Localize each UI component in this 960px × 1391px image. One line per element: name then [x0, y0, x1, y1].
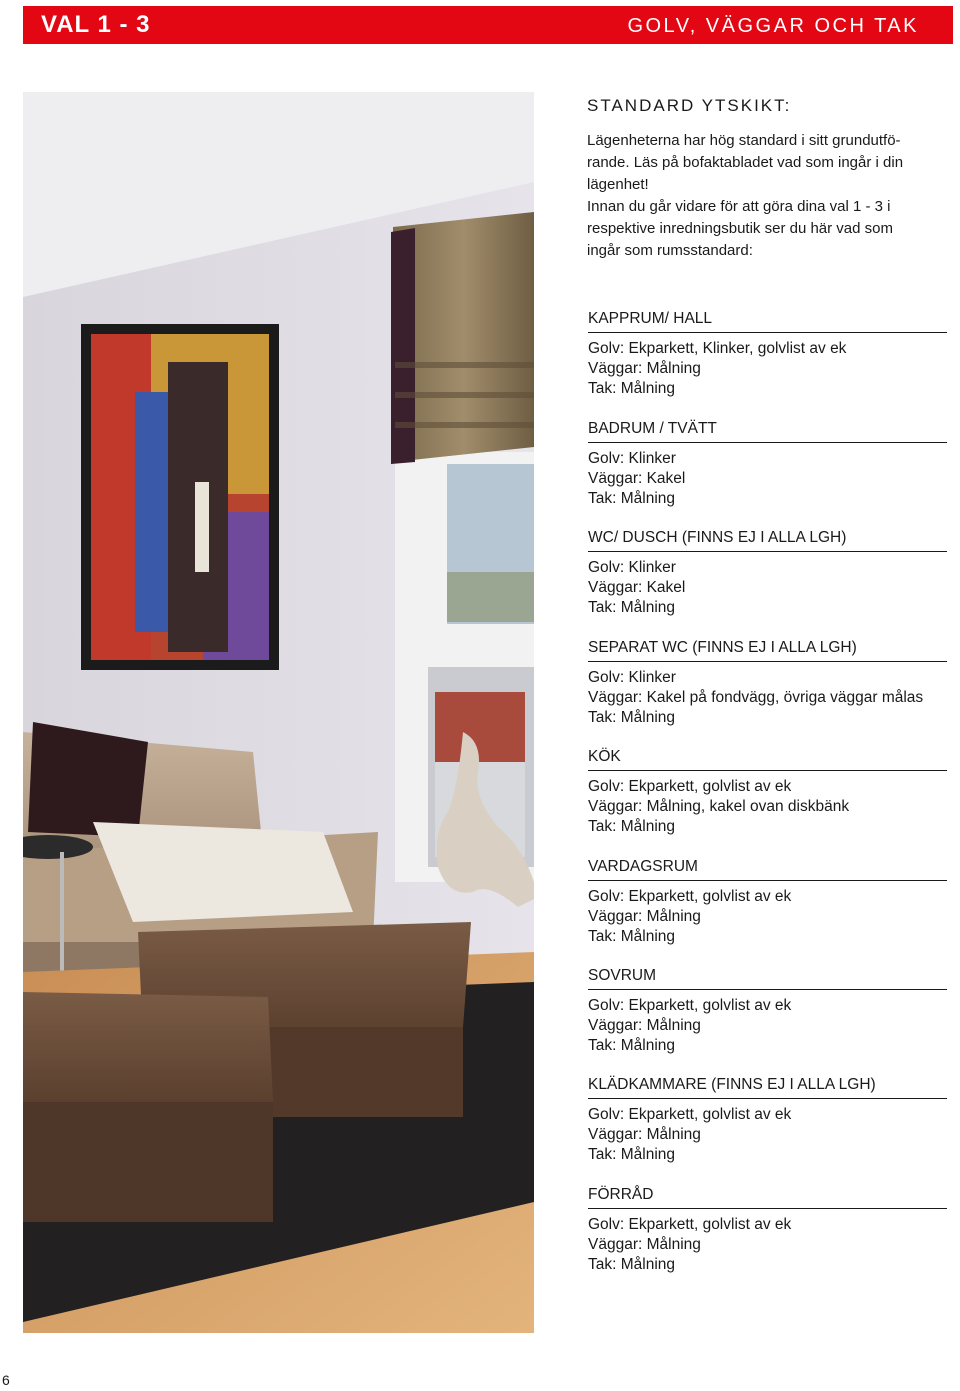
section-wc-dusch [588, 528, 947, 618]
section-line: Golv: Ekparkett, golvlist av ek [588, 1106, 792, 1123]
intro-line: lägenhet! [587, 176, 649, 193]
section-line: Väggar: Målning, kakel ovan diskbänk [588, 798, 850, 815]
section-sovrum [588, 966, 947, 1056]
header-section-label: VAL 1 - 3 [41, 11, 151, 38]
section-line: Tak: Målning [588, 818, 676, 835]
section-badrum-tvatt [588, 419, 947, 509]
page-number: 6 [2, 1372, 10, 1388]
intro-line: ingår som rumsstandard: [587, 242, 753, 259]
section-line: Väggar: Målning [588, 1126, 701, 1143]
section-title: SOVRUM [588, 966, 947, 990]
intro-line: rande. Läs på bofaktabladet vad som ingår i din [587, 154, 904, 171]
section-line: Tak: Målning [588, 1037, 676, 1054]
section-line: Golv: Ekparkett, Klinker, golvlist av ek [588, 340, 847, 357]
section-line: Tak: Målning [588, 490, 676, 507]
intro-line: Lägenheterna har hög standard i sitt grundutfö- [587, 132, 901, 149]
section-line: Golv: Ekparkett, golvlist av ek [588, 997, 792, 1014]
section-line: Väggar: Kakel [588, 470, 686, 487]
section-title: KÖK [588, 747, 947, 771]
intro-line: respektive inredningsbutik ser du här vad som [587, 220, 893, 237]
section-line: Tak: Målning [588, 1146, 676, 1163]
section-line: Väggar: Kakel [588, 579, 686, 596]
section-title: SEPARAT WC (FINNS EJ I ALLA LGH) [588, 638, 947, 662]
section-line: Tak: Målning [588, 599, 676, 616]
section-kok [588, 747, 947, 837]
section-line: Väggar: Målning [588, 360, 701, 377]
section-vardagsrum [588, 857, 947, 947]
section-line: Tak: Målning [588, 380, 676, 397]
section-line: Tak: Målning [588, 709, 676, 726]
intro-line: Innan du går vidare för att göra dina val 1 - 3 i [587, 198, 891, 215]
section-line: Golv: Ekparkett, golvlist av ek [588, 1216, 792, 1233]
interior-photo [23, 92, 534, 1333]
header-title: GOLV, VÄGGAR OCH TAK [627, 15, 919, 37]
section-line: Golv: Klinker [588, 669, 676, 686]
section-title: BADRUM / TVÄTT [588, 419, 947, 443]
section-title: VARDAGSRUM [588, 857, 947, 881]
section-line: Väggar: Målning [588, 1017, 701, 1034]
section-line: Väggar: Målning [588, 908, 701, 925]
section-line: Golv: Ekparkett, golvlist av ek [588, 888, 792, 905]
intro-title: STANDARD YTSKIKT: [587, 96, 792, 115]
section-title: KAPPRUM/ HALL [588, 309, 947, 333]
section-line: Golv: Klinker [588, 450, 676, 467]
section-title: WC/ DUSCH (FINNS EJ I ALLA LGH) [588, 528, 947, 552]
section-kladkammare [588, 1075, 947, 1165]
section-line: Tak: Målning [588, 928, 676, 945]
header-bar [23, 6, 953, 44]
section-forrad [588, 1185, 947, 1275]
section-line: Tak: Målning [588, 1256, 676, 1273]
section-title: KLÄDKAMMARE (FINNS EJ I ALLA LGH) [588, 1075, 947, 1099]
intro-block [587, 96, 947, 262]
section-line: Golv: Klinker [588, 559, 676, 576]
section-line: Golv: Ekparkett, golvlist av ek [588, 778, 792, 795]
section-title: FÖRRÅD [588, 1185, 947, 1209]
section-separat-wc [588, 638, 947, 728]
section-line: Väggar: Kakel på fondvägg, övriga väggar målas [588, 689, 924, 706]
section-kapprum-hall [588, 309, 947, 399]
section-line: Väggar: Målning [588, 1236, 701, 1253]
